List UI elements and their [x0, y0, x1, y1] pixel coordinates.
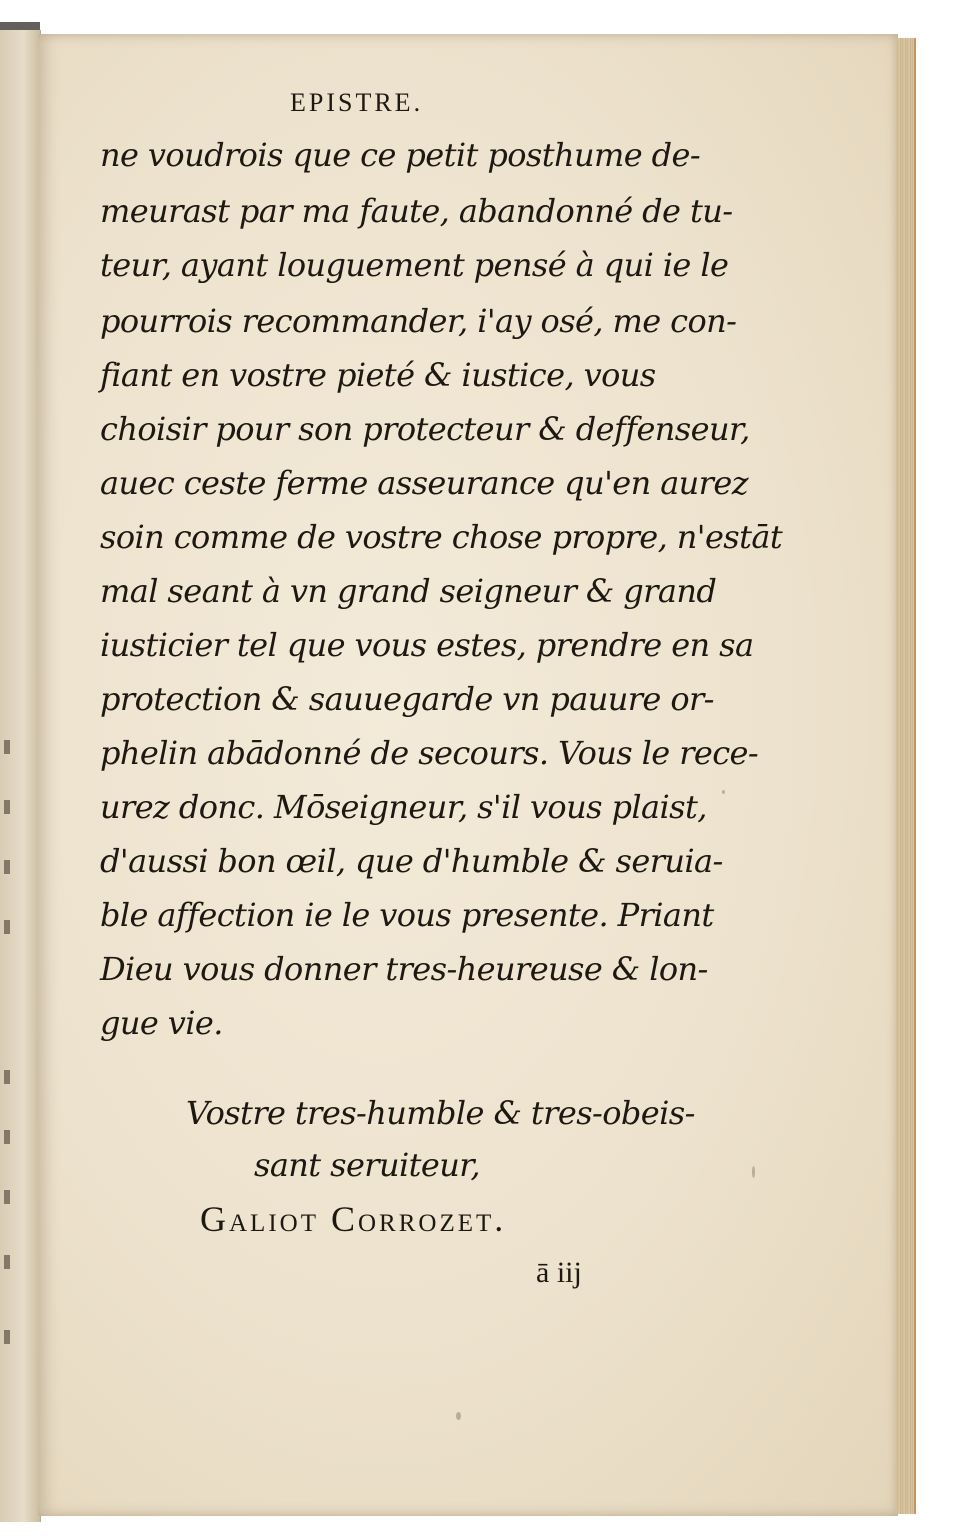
facing-page-ink-mark	[4, 1255, 10, 1269]
body-line: Dieu vous donner tres-heureuse & lon-	[100, 950, 708, 988]
facing-page-ink-mark	[4, 860, 10, 874]
body-line: fiant en vostre pieté & iustice, vous	[100, 356, 656, 394]
facing-page-ink-mark	[4, 1190, 10, 1204]
body-line: soin comme de vostre chose propre, n'estāt	[100, 518, 783, 556]
facing-page-ink-mark	[4, 1070, 10, 1084]
body-line: ne voudrois que ce petit posthume de-	[100, 136, 701, 174]
facing-page-ink-mark	[4, 1330, 10, 1344]
facing-page-ink-mark	[4, 800, 10, 814]
body-line: gue vie.	[100, 1004, 223, 1042]
paper-speck	[722, 790, 725, 794]
facing-page-ink-mark	[4, 1130, 10, 1144]
page-fore-edge	[896, 38, 916, 1514]
body-line: pourrois recommander, i'ay osé, me con-	[100, 302, 737, 340]
body-line: teur, ayant louguement pensé à qui ie le	[100, 246, 729, 284]
signature: Galiot Corrozet.	[200, 1199, 507, 1239]
body-line: phelin abādonné de secours. Vous le rece-	[100, 734, 759, 772]
body-line: urez donc. Mōseigneur, s'il vous plaist,	[100, 788, 707, 826]
body-line: meurast par ma faute, abandonné de tu-	[100, 192, 733, 230]
body-line: d'aussi bon œil, que d'humble & seruia-	[100, 842, 723, 880]
signature-mark: ā iij	[536, 1256, 582, 1289]
body-line: protection & sauuegarde vn pauure or-	[100, 680, 714, 718]
body-line: auec ceste ferme asseurance qu'en aurez	[100, 464, 748, 502]
paper-speck	[752, 1166, 755, 1178]
body-line: iusticier tel que vous estes, prendre en sa	[100, 626, 754, 664]
body-line: mal seant à vn grand seigneur & grand	[100, 572, 717, 610]
facing-page-ink-mark	[4, 920, 10, 934]
paper-speck	[456, 1412, 461, 1420]
closing-line: sant seruiteur,	[254, 1146, 481, 1184]
body-line: ble affection ie le vous presente. Priant	[100, 896, 714, 934]
facing-page-ink-mark	[4, 740, 10, 754]
running-head: EPISTRE.	[290, 88, 424, 117]
closing-line: Vostre tres-humble & tres-obeis-	[186, 1094, 695, 1132]
facing-page-edge	[0, 30, 41, 1522]
body-line: choisir pour son protecteur & deffenseur,	[100, 410, 750, 448]
